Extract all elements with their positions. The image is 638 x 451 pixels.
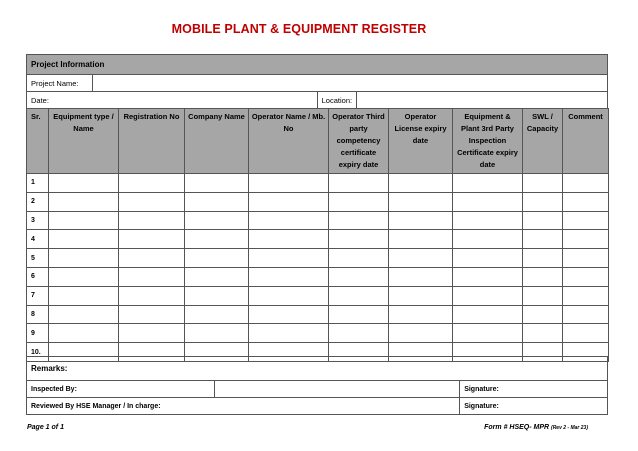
form-revision: (Rev 2 - Mar 23) — [551, 425, 588, 431]
register-cell[interactable] — [389, 192, 453, 211]
column-header: Equipment & Plant 3rd Party Inspection Certificate expiry date — [453, 109, 523, 174]
signoff-table — [26, 356, 608, 415]
column-header: Registration No — [119, 109, 185, 174]
register-cell[interactable] — [329, 267, 389, 286]
project-info-table — [26, 54, 608, 109]
row-number: 8 — [27, 305, 49, 324]
register-cell[interactable] — [563, 324, 609, 343]
register-cell[interactable] — [249, 174, 329, 193]
register-header-row — [27, 109, 609, 174]
table-row — [27, 267, 609, 286]
register-cell[interactable] — [453, 249, 523, 268]
register-cell[interactable] — [329, 211, 389, 230]
date-label: Date: — [27, 92, 318, 109]
register-cell[interactable] — [185, 324, 249, 343]
row-number: 4 — [27, 230, 49, 249]
register-cell[interactable] — [249, 324, 329, 343]
column-header: Operator Name / Mb. No — [249, 109, 329, 174]
inspected-by-field[interactable] — [214, 381, 460, 398]
register-cell[interactable] — [563, 286, 609, 305]
table-row — [27, 249, 609, 268]
column-header: Sr. — [27, 109, 49, 174]
register-cell[interactable] — [523, 230, 563, 249]
register-cell[interactable] — [523, 286, 563, 305]
register-cell[interactable] — [249, 305, 329, 324]
row-number: 10. — [27, 343, 49, 362]
register-cell[interactable] — [523, 174, 563, 193]
equipment-register-table — [26, 108, 609, 362]
register-cell[interactable] — [249, 267, 329, 286]
register-cell[interactable] — [185, 286, 249, 305]
register-cell[interactable] — [389, 267, 453, 286]
register-cell[interactable] — [389, 249, 453, 268]
register-cell[interactable] — [119, 249, 185, 268]
column-header: Company Name — [185, 109, 249, 174]
register-cell[interactable] — [49, 286, 119, 305]
project-name-field[interactable] — [92, 75, 607, 92]
register-cell[interactable] — [119, 286, 185, 305]
register-cell[interactable] — [453, 324, 523, 343]
inspected-by-label: Inspected By: — [27, 381, 215, 398]
register-cell[interactable] — [563, 230, 609, 249]
table-row — [27, 286, 609, 305]
register-cell[interactable] — [453, 305, 523, 324]
project-info-heading: Project Information — [27, 55, 608, 75]
register-cell[interactable] — [329, 324, 389, 343]
table-row — [27, 230, 609, 249]
register-cell[interactable] — [49, 249, 119, 268]
register-cell[interactable] — [119, 305, 185, 324]
register-cell[interactable] — [185, 230, 249, 249]
project-name-label: Project Name: — [27, 75, 93, 92]
register-cell[interactable] — [453, 267, 523, 286]
register-cell[interactable] — [119, 192, 185, 211]
register-cell[interactable] — [523, 324, 563, 343]
column-header: Comment — [563, 109, 609, 174]
page-number: Page 1 of 1 — [27, 424, 64, 431]
reviewed-signature-label: Signature: — [460, 398, 608, 415]
register-cell[interactable] — [453, 174, 523, 193]
row-number: 9 — [27, 324, 49, 343]
register-cell[interactable] — [249, 192, 329, 211]
form-reference — [484, 424, 588, 431]
register-cell[interactable] — [185, 192, 249, 211]
register-cell[interactable] — [329, 286, 389, 305]
register-cell[interactable] — [49, 192, 119, 211]
register-cell[interactable] — [185, 267, 249, 286]
register-cell[interactable] — [523, 249, 563, 268]
location-label: Location: — [317, 92, 356, 109]
register-cell[interactable] — [49, 174, 119, 193]
register-cell[interactable] — [563, 192, 609, 211]
register-cell[interactable] — [563, 211, 609, 230]
register-cell[interactable] — [563, 267, 609, 286]
table-row — [27, 211, 609, 230]
register-cell[interactable] — [249, 286, 329, 305]
register-cell[interactable] — [389, 211, 453, 230]
document-title: MOBILE PLANT & EQUIPMENT REGISTER — [171, 22, 427, 36]
row-number: 5 — [27, 249, 49, 268]
row-number: 2 — [27, 192, 49, 211]
row-number: 3 — [27, 211, 49, 230]
register-cell[interactable] — [119, 230, 185, 249]
register-cell[interactable] — [249, 211, 329, 230]
register-cell[interactable] — [185, 211, 249, 230]
register-cell[interactable] — [389, 305, 453, 324]
register-cell[interactable] — [389, 286, 453, 305]
register-cell[interactable] — [249, 249, 329, 268]
location-field[interactable] — [357, 92, 608, 109]
register-cell[interactable] — [49, 324, 119, 343]
column-header: Equipment type / Name — [49, 109, 119, 174]
column-header: Operator Third party competency certificate expiry date — [329, 109, 389, 174]
row-number: 7 — [27, 286, 49, 305]
table-row — [27, 174, 609, 193]
register-cell[interactable] — [49, 211, 119, 230]
remarks-label: Remarks: — [27, 357, 608, 381]
table-row — [27, 192, 609, 211]
register-cell[interactable] — [453, 211, 523, 230]
register-cell[interactable] — [185, 174, 249, 193]
register-cell[interactable] — [49, 267, 119, 286]
register-cell[interactable] — [389, 324, 453, 343]
register-cell[interactable] — [119, 174, 185, 193]
form-number: Form # HSEQ- MPR — [484, 424, 550, 431]
register-cell[interactable] — [329, 305, 389, 324]
reviewed-by-label: Reviewed By HSE Manager / In charge: — [27, 398, 460, 415]
register-cell[interactable] — [563, 249, 609, 268]
register-cell[interactable] — [329, 192, 389, 211]
inspected-signature-label: Signature: — [460, 381, 608, 398]
register-cell[interactable] — [389, 174, 453, 193]
register-cell[interactable] — [185, 249, 249, 268]
register-cell[interactable] — [329, 230, 389, 249]
register-cell[interactable] — [119, 324, 185, 343]
row-number: 6 — [27, 267, 49, 286]
register-cell[interactable] — [119, 267, 185, 286]
row-number: 1 — [27, 174, 49, 193]
register-cell[interactable] — [389, 230, 453, 249]
column-header: Operator License expiry date — [389, 109, 453, 174]
register-cell[interactable] — [563, 174, 609, 193]
table-row — [27, 305, 609, 324]
register-cell[interactable] — [523, 192, 563, 211]
register-cell[interactable] — [49, 230, 119, 249]
register-cell[interactable] — [453, 286, 523, 305]
register-cell[interactable] — [329, 249, 389, 268]
register-cell[interactable] — [523, 305, 563, 324]
column-header: SWL / Capacity — [523, 109, 563, 174]
register-cell[interactable] — [49, 305, 119, 324]
register-cell[interactable] — [249, 230, 329, 249]
register-cell[interactable] — [453, 192, 523, 211]
register-cell[interactable] — [119, 211, 185, 230]
register-cell[interactable] — [523, 211, 563, 230]
register-cell[interactable] — [185, 305, 249, 324]
register-cell[interactable] — [563, 305, 609, 324]
register-cell[interactable] — [523, 267, 563, 286]
table-row — [27, 324, 609, 343]
register-cell[interactable] — [329, 174, 389, 193]
register-cell[interactable] — [453, 230, 523, 249]
